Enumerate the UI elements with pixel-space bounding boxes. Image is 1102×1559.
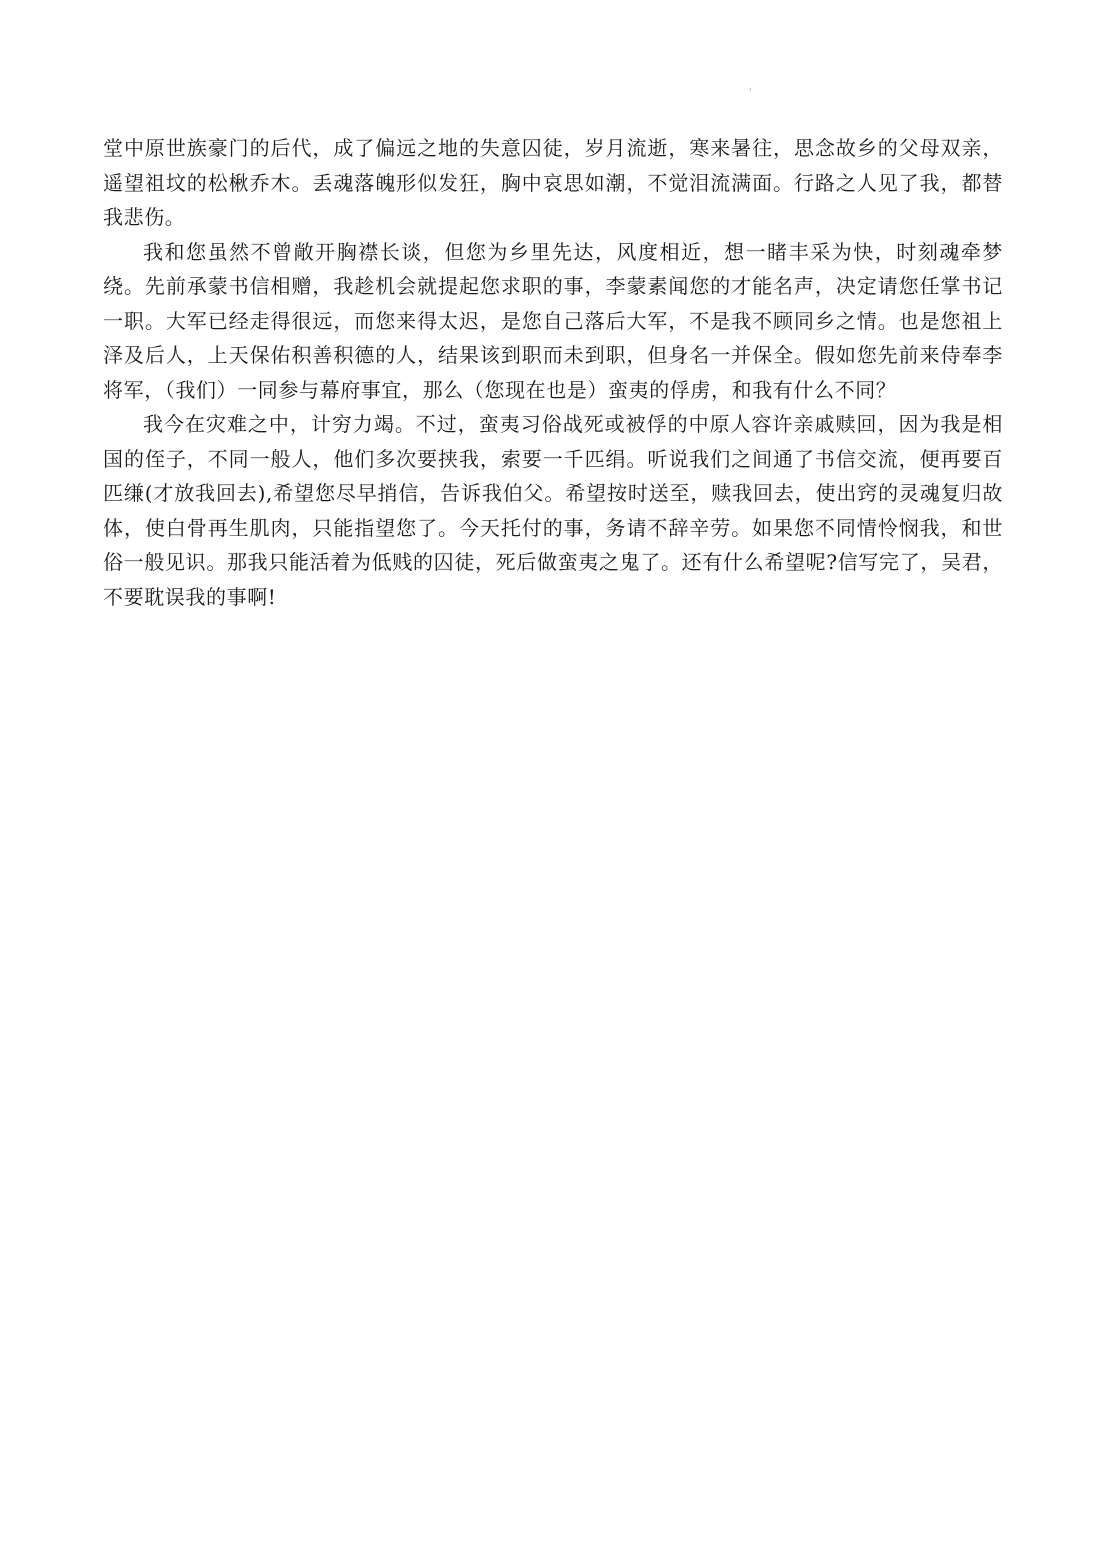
paragraph-3: 我今在灾难之中，计穷力竭。不过，蛮夷习俗战死或被俘的中原人容许亲戚赎回，因为我是相国的侄子，不同一般人，他们多次要挟我，索要一千匹绢。听说我们之间通了书信交流，便再要百匹缣(才放我回去),希望您尽早捎信，告诉我伯父。希望按时送至，赎我回去，使出窍的灵魂复归故体，使白骨再生肌肉，只能指望您了。今天托付的事，务请不辞辛劳。如果您不同情怜悯我，和世俗一般见识。那我只能活着为低贱的囚徒，死后做蛮夷之鬼了。还有什么希望呢?信写完了，吴君，不要耽误我的事啊! (103, 412, 1003, 609)
header-mark: ' (749, 88, 752, 98)
paragraph-2: 我和您虽然不曾敞开胸襟长谈，但您为乡里先达，风度相近，想一睹丰采为快，时刻魂牵梦绕。先前承蒙书信相赠，我趁机会就提起您求职的事，李蒙素闻您的才能名声，决定请您任掌书记一职。大军已经走得很远，而您来得太迟，是您自己落后大军，不是我不顾同乡之情。也是您祖上泽及后人，上天保佑积善积德的人，结果该到职而未到职，但身名一并保全。假如您先前来侍奉李将军，（我们）一同参与幕府事宜，那么（您现在也是）蛮夷的俘虏，和我有什么不同？ (103, 239, 1003, 402)
paragraph-1: 堂中原世族豪门的后代，成了偏远之地的失意囚徒，岁月流逝，寒来暑往，思念故乡的父母双亲，遥望祖坟的松楸乔木。丢魂落魄形似发狂，胸中哀思如潮，不觉泪流满面。行路之人见了我，都替我悲伤。 (103, 136, 1003, 229)
document-body (103, 131, 1003, 614)
